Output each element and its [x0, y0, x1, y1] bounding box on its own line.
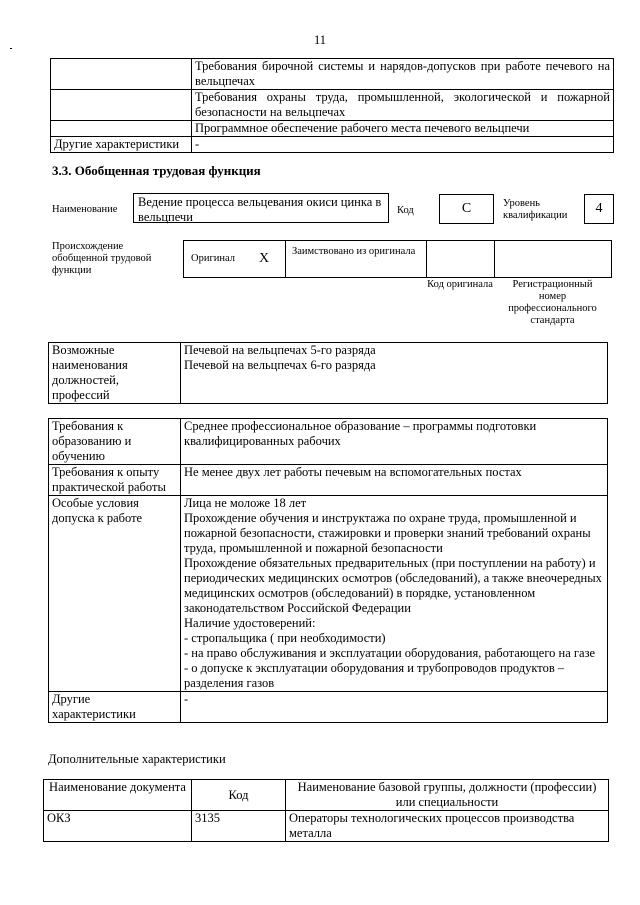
doc-cell: ОКЗ [44, 811, 192, 842]
table-row [49, 343, 608, 404]
level-box [584, 194, 614, 224]
table-row [49, 465, 608, 496]
table-cell: Требования бирочной системы и нарядов-допусков при работе печевого на вельцпечах [192, 59, 614, 90]
other-characteristics-value: - [192, 137, 614, 153]
table-cell: Программное обеспечение рабочего места печевого вельцпечи [192, 121, 614, 137]
function-name-value: Ведение процесса вельцевания окиси цинка в вельцпечи [138, 195, 382, 224]
margin-mark [10, 48, 12, 49]
positions-table [48, 342, 608, 404]
page-number: 11 [313, 33, 327, 47]
table-row [51, 137, 614, 153]
table-row [51, 90, 614, 121]
top-requirements-table [50, 58, 614, 153]
level-value: 4 [595, 201, 603, 216]
level-label: Уровень квалификации [503, 198, 568, 221]
table-row [49, 692, 608, 723]
other-characteristics-label: Другие характеристики [51, 137, 192, 153]
education-label: Требования к образованию и обучению [49, 419, 181, 465]
code-cell: 3135 [192, 811, 286, 842]
condition-item: - о допуске к эксплуатации оборудования и трубопроводов продуктов – разделения газов [184, 661, 565, 690]
condition-item: Лица не моложе 18 лет [184, 496, 307, 510]
code-value: С [461, 201, 472, 216]
original-mark: X [259, 251, 270, 266]
table-header-row [44, 780, 609, 811]
condition-item: - на право обслуживания и эксплуатации оборудования, работающего на газе [184, 646, 596, 660]
origin-label: Происхождение обобщенной трудовой функции [52, 241, 152, 276]
table-row [49, 496, 608, 692]
name-label: Наименование [52, 204, 118, 215]
condition-item: - стропальщика ( при необходимости) [184, 631, 386, 645]
table-row [44, 811, 609, 842]
code-box [439, 194, 494, 224]
education-value: Среднее профессиональное образование – программы подготовки квалифицированных рабочих [181, 419, 608, 465]
group-cell: Операторы технологических процессов производства металла [286, 811, 609, 842]
position-item: Печевой на вельцпечах 6-го разряда [184, 358, 376, 372]
condition-item: Прохождение обязательных предварительных (при поступлении на работу) и периодических медицинских осмотров (обследований), а также внеочередных медицинских осмотров (обследований) в порядке, установленном законодательством Российской Федерации [184, 556, 602, 615]
condition-item: Прохождение обучения и инструктажа по охране труда, промышленной и пожарной безопасности, стажировки и проверки знаний требований охраны труда, промышленной и пожарной безопасности [184, 511, 591, 555]
conditions-label: Особые условия допуска к работе [49, 496, 181, 692]
code-label: Код [397, 205, 414, 216]
positions-label: Возможные наименования должностей, профессий [49, 343, 181, 404]
header-group: Наименование базовой группы, должности (профессии) или специальности [286, 780, 609, 811]
origin-divider [494, 240, 495, 278]
reg-number-caption: Регистрационный номер профессионального стандарта [508, 279, 597, 326]
header-document: Наименование документа [44, 780, 192, 811]
position-item: Печевой на вельцпечах 5-го разряда [184, 343, 376, 357]
other-characteristics-value: - [181, 692, 608, 723]
other-characteristics-label: Другие характеристики [49, 692, 181, 723]
condition-item: Наличие удостоверений: [184, 616, 316, 630]
header-code: Код [192, 780, 286, 811]
additional-title: Дополнительные характеристики [48, 752, 226, 766]
experience-label: Требования к опыту практической работы [49, 465, 181, 496]
original-label: Оригинал [191, 253, 235, 264]
function-name-box [133, 193, 389, 223]
table-row [51, 59, 614, 90]
experience-value: Не менее двух лет работы печевым на вспомогательных постах [181, 465, 608, 496]
requirements-table [48, 418, 608, 723]
table-row [51, 121, 614, 137]
table-row [49, 419, 608, 465]
origin-divider [426, 240, 427, 278]
origin-divider [285, 240, 286, 278]
table-cell: Требования охраны труда, промышленной, экологической и пожарной безопасности на вельцпечах [192, 90, 614, 121]
section-title: 3.3. Обобщенная трудовая функция [52, 163, 261, 178]
code-original-caption: Код оригинала [427, 279, 493, 290]
borrowed-label: Заимствовано из оригинала [292, 246, 416, 257]
additional-table [43, 779, 609, 842]
